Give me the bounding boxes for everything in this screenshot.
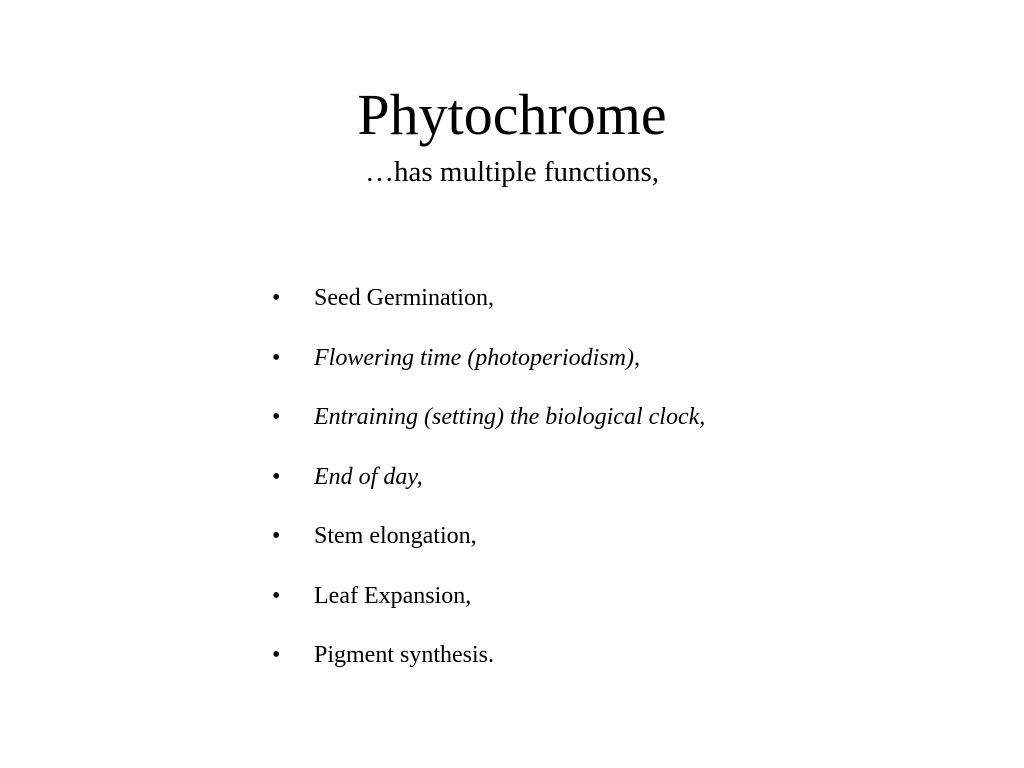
bullet-icon: •: [272, 642, 281, 668]
list-item-text: Leaf Expansion,: [314, 582, 472, 609]
bullet-icon: •: [272, 523, 281, 549]
list-item-text: Entraining (setting) the biological clock,: [314, 404, 706, 430]
slide-title: Phytochrome: [357, 82, 667, 147]
list-item-text: Seed Germination,: [314, 285, 494, 311]
bullet-icon: •: [272, 344, 281, 371]
list-item-text: Stem elongation,: [314, 523, 477, 549]
list-item-text: End of day,: [314, 463, 423, 490]
list-item-text: Pigment synthesis.: [314, 642, 495, 668]
bullet-icon: •: [272, 285, 281, 311]
bullet-icon: •: [272, 404, 281, 430]
bullet-icon: •: [272, 463, 281, 490]
list-item-text: Flowering time (photoperiodism),: [314, 344, 640, 371]
bullet-icon: •: [272, 582, 281, 609]
slide-subtitle: …has multiple functions,: [365, 156, 659, 188]
